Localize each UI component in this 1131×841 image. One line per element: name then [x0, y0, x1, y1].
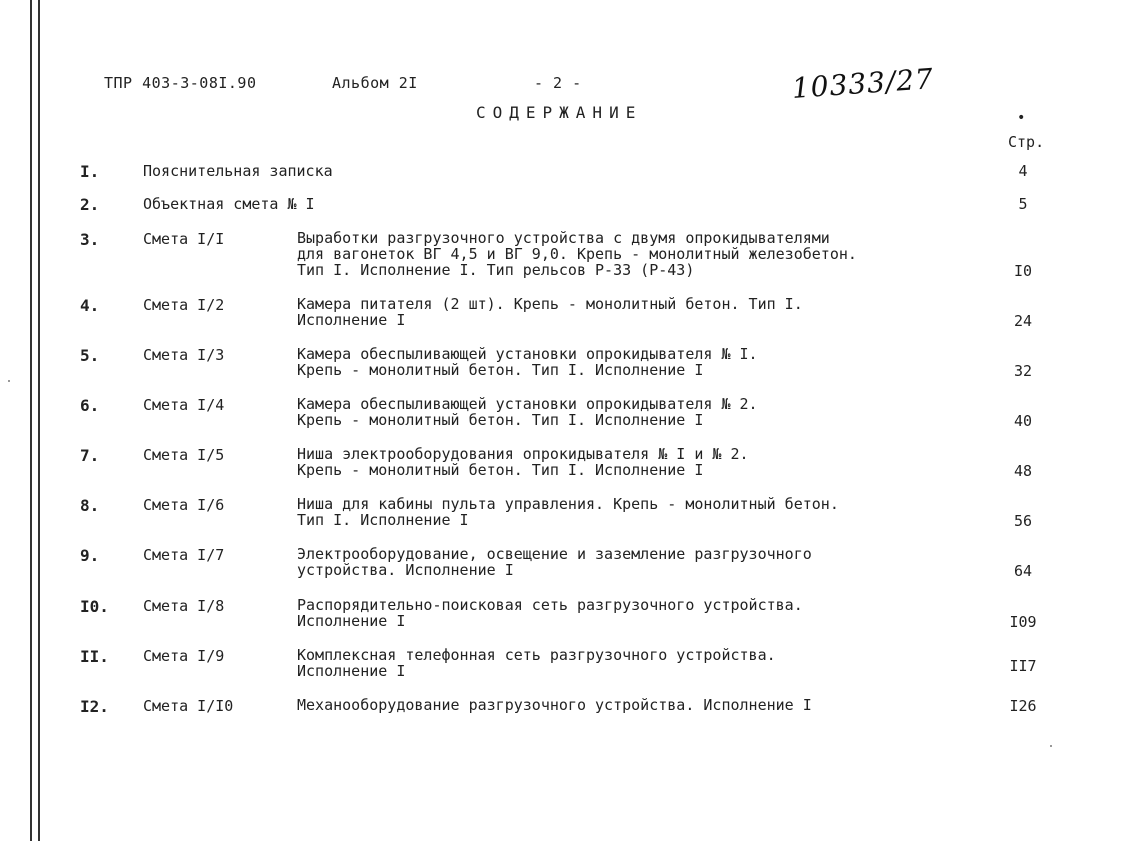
- entry-description-line: устройства. Исполнение I: [297, 561, 514, 579]
- entry-description-line: Камера обеспыливающей установки опрокидывателя № I.: [297, 345, 758, 363]
- bullet-mark: •: [1017, 110, 1026, 126]
- entry-label: Смета I/2: [143, 296, 225, 314]
- entry-label: Объектная смета № I: [143, 195, 315, 213]
- handwritten-number: 10333/27: [790, 62, 935, 105]
- entry-label: Смета I/I: [143, 230, 225, 248]
- entry-description: [297, 546, 957, 578]
- binding-line-right: [38, 0, 40, 841]
- entry-number: I2.: [80, 697, 109, 716]
- entry-description-line: Исполнение I: [297, 662, 406, 680]
- entry-description-line: Крепь - монолитный бетон. Тип I. Исполнение I: [297, 461, 704, 479]
- album-label: Альбом 2I: [332, 74, 418, 92]
- entry-label: Смета I/9: [143, 647, 225, 665]
- entry-label: Смета I/7: [143, 546, 225, 564]
- entry-page: 56: [1013, 512, 1033, 530]
- page-column-label: Стр.: [1008, 133, 1045, 151]
- entry-page: 48: [1013, 462, 1033, 480]
- entry-label: Смета I/I0: [143, 697, 234, 715]
- entry-number: I.: [80, 162, 100, 181]
- entry-description-line: для вагонеток ВГ 4,5 и ВГ 9,0. Крепь - монолитный железобетон.: [297, 245, 857, 263]
- entry-label: Смета I/5: [143, 446, 225, 464]
- entry-description-line: Крепь - монолитный бетон. Тип I. Исполнение I: [297, 411, 704, 429]
- entry-number: 8.: [80, 496, 100, 515]
- entry-description: [297, 496, 957, 528]
- scan-speck: [1050, 745, 1052, 747]
- entry-description-line: Комплексная телефонная сеть разгрузочного устройства.: [297, 646, 776, 664]
- entry-label: Пояснительная записка: [143, 162, 333, 180]
- entry-label: Смета I/3: [143, 346, 225, 364]
- entry-number: 9.: [80, 546, 100, 565]
- page-number: - 2 -: [534, 74, 582, 92]
- entry-description-line: Ниша электрооборудования опрокидывателя № I и № 2.: [297, 445, 749, 463]
- entry-description-line: Механооборудование разгрузочного устройства. Исполнение I: [297, 696, 812, 714]
- entry-description-line: Крепь - монолитный бетон. Тип I. Исполнение I: [297, 361, 704, 379]
- entry-description-line: Камера питателя (2 шт). Крепь - монолитный бетон. Тип I.: [297, 295, 803, 313]
- entry-description-line: Камера обеспыливающей установки опрокидывателя № 2.: [297, 395, 758, 413]
- entry-description: [297, 446, 957, 478]
- entry-description-line: Исполнение I: [297, 612, 406, 630]
- entry-page: 4: [1018, 162, 1028, 180]
- entry-description-line: Тип I. Исполнение I. Тип рельсов Р-33 (Р-43): [297, 261, 695, 279]
- entry-page: 40: [1013, 412, 1033, 430]
- entry-page: I26: [1009, 697, 1037, 715]
- entry-description-line: Исполнение I: [297, 311, 406, 329]
- entry-page: 5: [1018, 195, 1028, 213]
- entry-description: [297, 296, 957, 328]
- scan-speck: [8, 380, 10, 382]
- entry-page: 64: [1013, 562, 1033, 580]
- entry-number: 3.: [80, 230, 100, 249]
- document-code: ТПР 403-3-08I.90: [104, 74, 257, 92]
- entry-label: Смета I/4: [143, 396, 225, 414]
- entry-description-line: Распорядительно-поисковая сеть разгрузочного устройства.: [297, 596, 803, 614]
- entry-description: [297, 230, 957, 278]
- entry-description: [297, 346, 957, 378]
- entry-page: 32: [1013, 362, 1033, 380]
- entry-label: Смета I/8: [143, 597, 225, 615]
- entry-number: 2.: [80, 195, 100, 214]
- entry-page: I09: [1009, 613, 1037, 631]
- entry-number: I0.: [80, 597, 109, 616]
- entry-number: II.: [80, 647, 109, 666]
- entry-page: I0: [1013, 262, 1033, 280]
- entry-description-line: Выработки разгрузочного устройства с двумя опрокидывателями: [297, 229, 830, 247]
- entry-description-line: Ниша для кабины пульта управления. Крепь - монолитный бетон.: [297, 495, 839, 513]
- entry-number: 6.: [80, 396, 100, 415]
- binding-line-left: [30, 0, 32, 841]
- entry-page: 24: [1013, 312, 1033, 330]
- entry-description-line: Электрооборудование, освещение и заземление разгрузочного: [297, 545, 812, 563]
- entry-description: [297, 697, 957, 713]
- entry-number: 7.: [80, 446, 100, 465]
- entry-label: Смета I/6: [143, 496, 225, 514]
- entry-number: 5.: [80, 346, 100, 365]
- entry-description: [297, 597, 957, 629]
- entry-page: II7: [1009, 657, 1037, 675]
- contents-title: СОДЕРЖАНИЕ: [476, 103, 643, 122]
- entry-description: [297, 647, 957, 679]
- entry-number: 4.: [80, 296, 100, 315]
- entry-description: [297, 396, 957, 428]
- entry-description-line: Тип I. Исполнение I: [297, 511, 469, 529]
